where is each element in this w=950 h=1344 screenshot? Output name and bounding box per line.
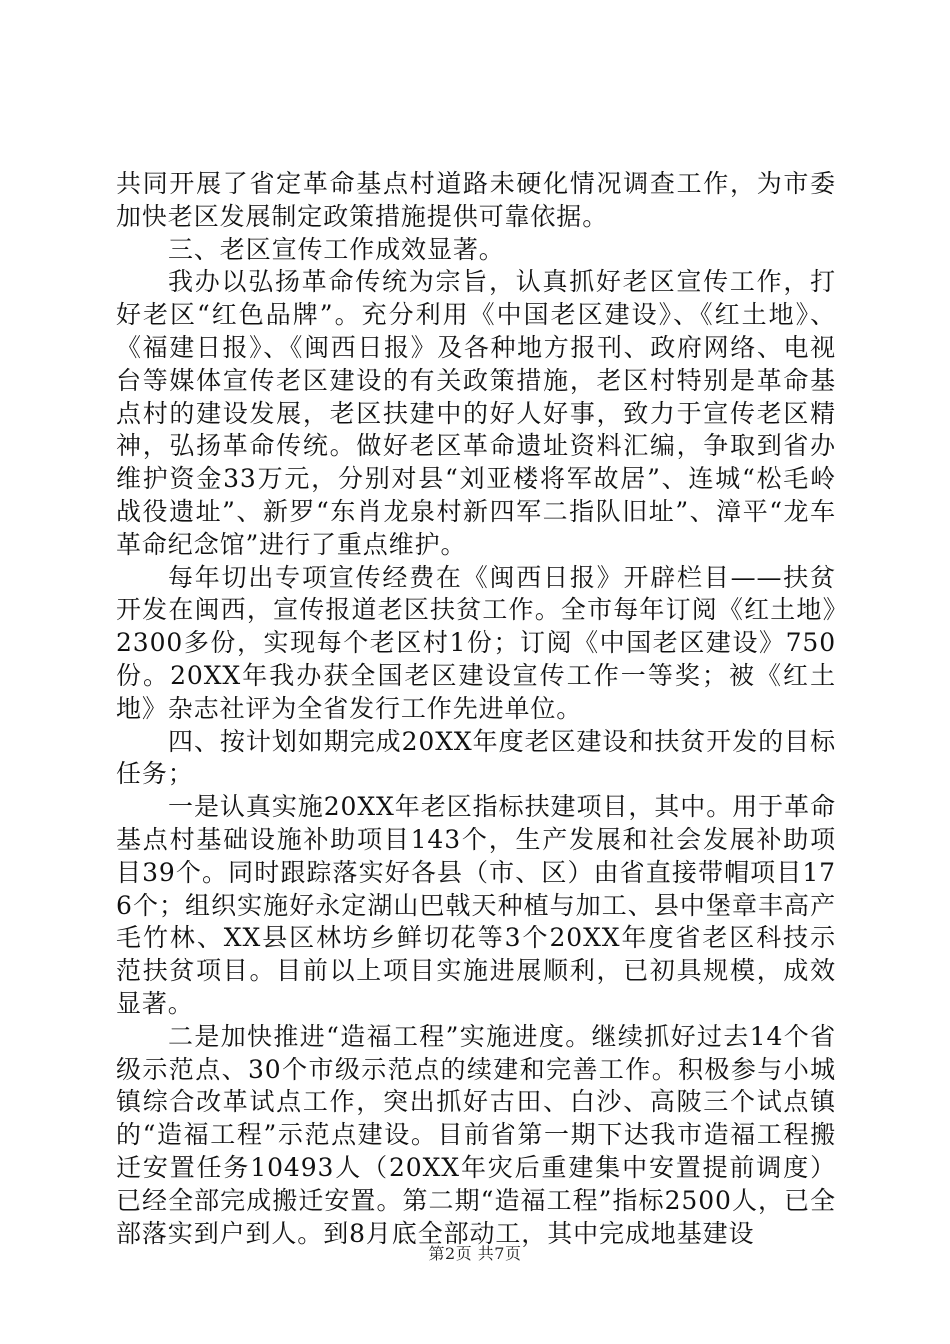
paragraph-1: 共同开展了省定革命基点村道路未硬化情况调查工作，为市委加快老区发展制定政策措施提供可靠依据。 (116, 169, 836, 231)
section-heading-4: 四、按计划如期完成20XX年度老区建设和扶贫开发的目标任务； (116, 726, 836, 789)
paragraph-3: 我办以弘扬革命传统为宗旨，认真抓好老区宣传工作，打好老区“红色品牌”。充分利用《中国老区建设》、《红土地》、《福建日报》、《闽西日报》及各种地方报刊、政府网络、电视台等媒体宣传老区建设的有关政策措施，老区村特别是革命基点村的建设发展，老区扶建中的好人好事，致力于宣传老区精神，弘扬革命传统。做好老区革命遗址资料汇编，争取到省办维护资金33万元，分别对县“刘亚楼将军故居”、连城“松毛岭战役遗址”、新罗“东肖龙泉村新四军二指队旧址”、漳平“龙车革命纪念馆”进行了重点维护。 (116, 267, 836, 559)
page-footer: 第2页 共7页 (428, 1244, 522, 1263)
paragraph-4: 每年切出专项宣传经费在《闽西日报》开辟栏目——扶贫开发在闽西，宣传报道老区扶贫工作。全市每年订阅《红土地》2300多份，实现每个老区村1份；订阅《中国老区建设》750份。20XX年我办获全国老区建设宣传工作一等奖；被《红土地》杂志社评为全省发行工作先进单位。 (116, 562, 836, 723)
section-heading-3: 三、老区宣传工作成效显著。 (168, 234, 505, 264)
document-body (116, 168, 836, 1250)
paragraph-7: 二是加快推进“造福工程”实施进度。继续抓好过去14个省级示范点、30个市级示范点的续建和完善工作。积极参与小城镇综合改革试点工作，突出抓好古田、白沙、高陂三个试点镇的“造福工程”示范点建设。目前省第一期下达我市造福工程搬迁安置任务10493人（20XX年灾后重建集中安置提前调度）已经全部完成搬迁安置。第二期“造福工程”指标2500人，已全部落实到户到人。到8月底全部动工，其中完成地基建设 (116, 1021, 836, 1248)
paragraph-6: 一是认真实施20XX年老区指标扶建项目，其中。用于革命基点村基础设施补助项目143个，生产发展和社会发展补助项目39个。同时跟踪落实好各县（市、区）由省直接带帽项目176个；组织实施好永定湖山巴戟天种植与加工、县中堡章丰高产毛竹林、XX县区林坊乡鲜切花等3个20XX年度省老区科技示范扶贫项目。目前以上项目实施进展顺利，已初具规模，成效显著。 (116, 792, 836, 1018)
